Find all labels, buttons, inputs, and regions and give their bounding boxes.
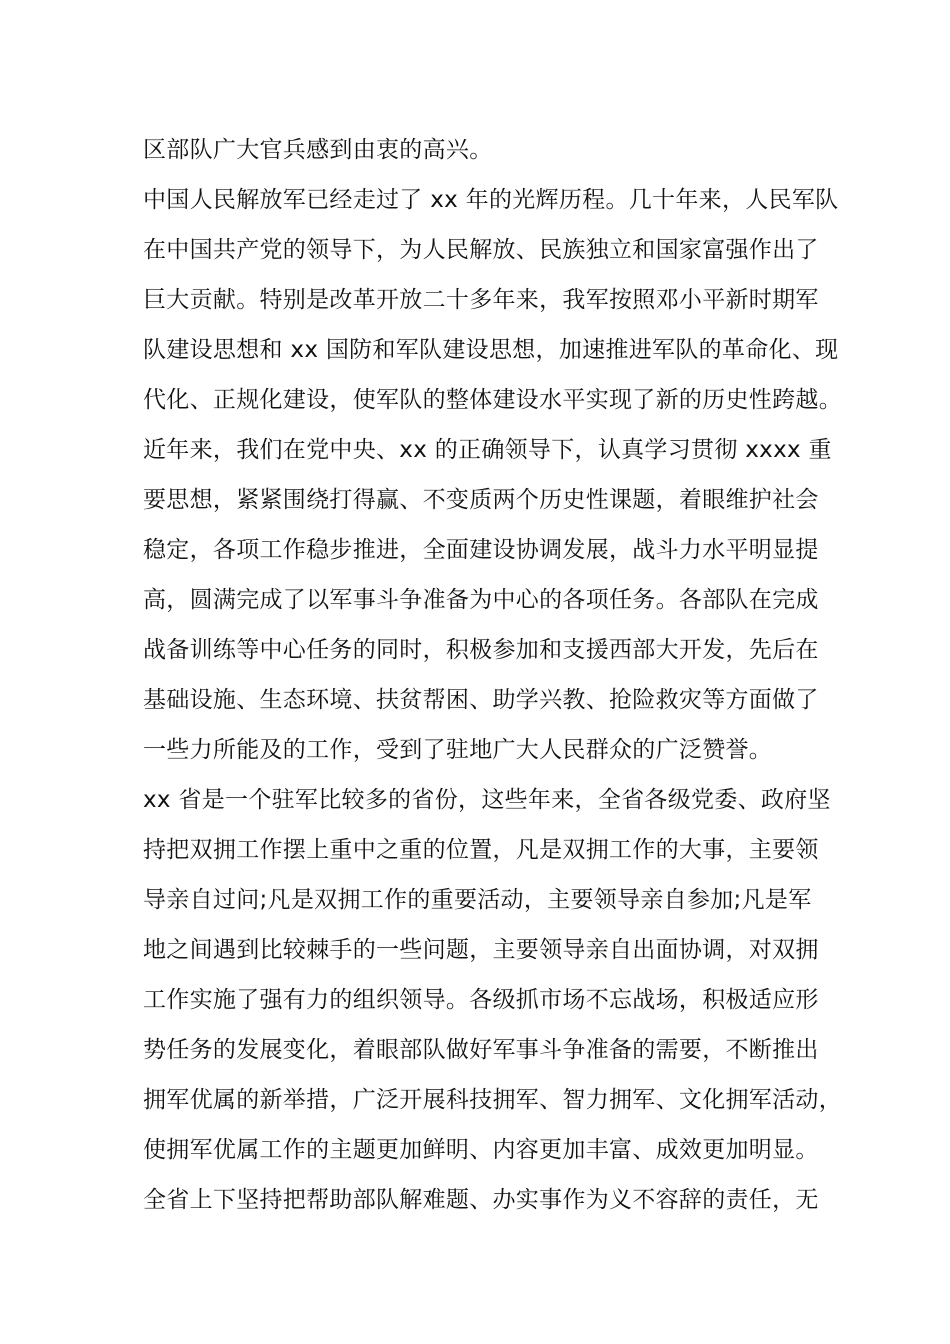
text-line: 使拥军优属工作的主题更加鲜明、内容更加丰富、成效更加明显。 xyxy=(143,1137,819,1163)
text-line: 全省上下坚持把帮助部队解难题、办实事作为义不容辞的责任，无 xyxy=(143,1187,819,1213)
text-line: 持把双拥工作摆上重中之重的位置，凡是双拥工作的大事，主要领 xyxy=(143,837,819,863)
text-line: 基础设施、生态环境、扶贫帮困、助学兴教、抢险救灾等方面做了 xyxy=(143,687,819,713)
text-line: 在中国共产党的领导下，为人民解放、民族独立和国家富强作出了 xyxy=(143,237,819,263)
text-line: 代化、正规化建设，使军队的整体建设水平实现了新的历史性跨越。 xyxy=(143,387,842,413)
text-line: 地之间遇到比较棘手的一些问题，主要领导亲自出面协调，对双拥 xyxy=(143,937,819,963)
text-line: 势任务的发展变化，着眼部队做好军事斗争准备的需要，不断推出 xyxy=(143,1037,819,1063)
text-line: 区部队广大官兵感到由衷的高兴。 xyxy=(143,137,493,163)
text-line: 要思想，紧紧围绕打得赢、不变质两个历史性课题，着眼维护社会 xyxy=(143,487,819,513)
text-line: xx 省是一个驻军比较多的省份，这些年来，全省各级党委、政府坚 xyxy=(143,787,831,813)
text-line: 战备训练等中心任务的同时，积极参加和支援西部大开发，先后在 xyxy=(143,637,819,663)
text-line: 工作实施了强有力的组织领导。各级抓市场不忘战场，积极适应形 xyxy=(143,987,819,1013)
text-line: 近年来，我们在党中央、xx 的正确领导下，认真学习贯彻 xxxx 重 xyxy=(143,437,832,463)
text-line: 中国人民解放军已经走过了 xx 年的光辉历程。几十年来，人民军队 xyxy=(143,187,839,213)
text-line: 一些力所能及的工作，受到了驻地广大人民群众的广泛赞誉。 xyxy=(143,737,773,763)
text-line: 巨大贡献。特别是改革开放二十多年来，我军按照邓小平新时期军 xyxy=(143,287,819,313)
text-line: 稳定，各项工作稳步推进，全面建设协调发展，战斗力水平明显提 xyxy=(143,537,819,563)
text-line: 导亲自过问;凡是双拥工作的重要活动，主要领导亲自参加;凡是军 xyxy=(143,887,812,913)
text-line: 高，圆满完成了以军事斗争准备为中心的各项任务。各部队在完成 xyxy=(143,587,819,613)
text-line: 拥军优属的新举措，广泛开展科技拥军、智力拥军、文化拥军活动， xyxy=(143,1087,842,1113)
text-line: 队建设思想和 xx 国防和军队建设思想，加速推进军队的革命化、现 xyxy=(143,337,839,363)
